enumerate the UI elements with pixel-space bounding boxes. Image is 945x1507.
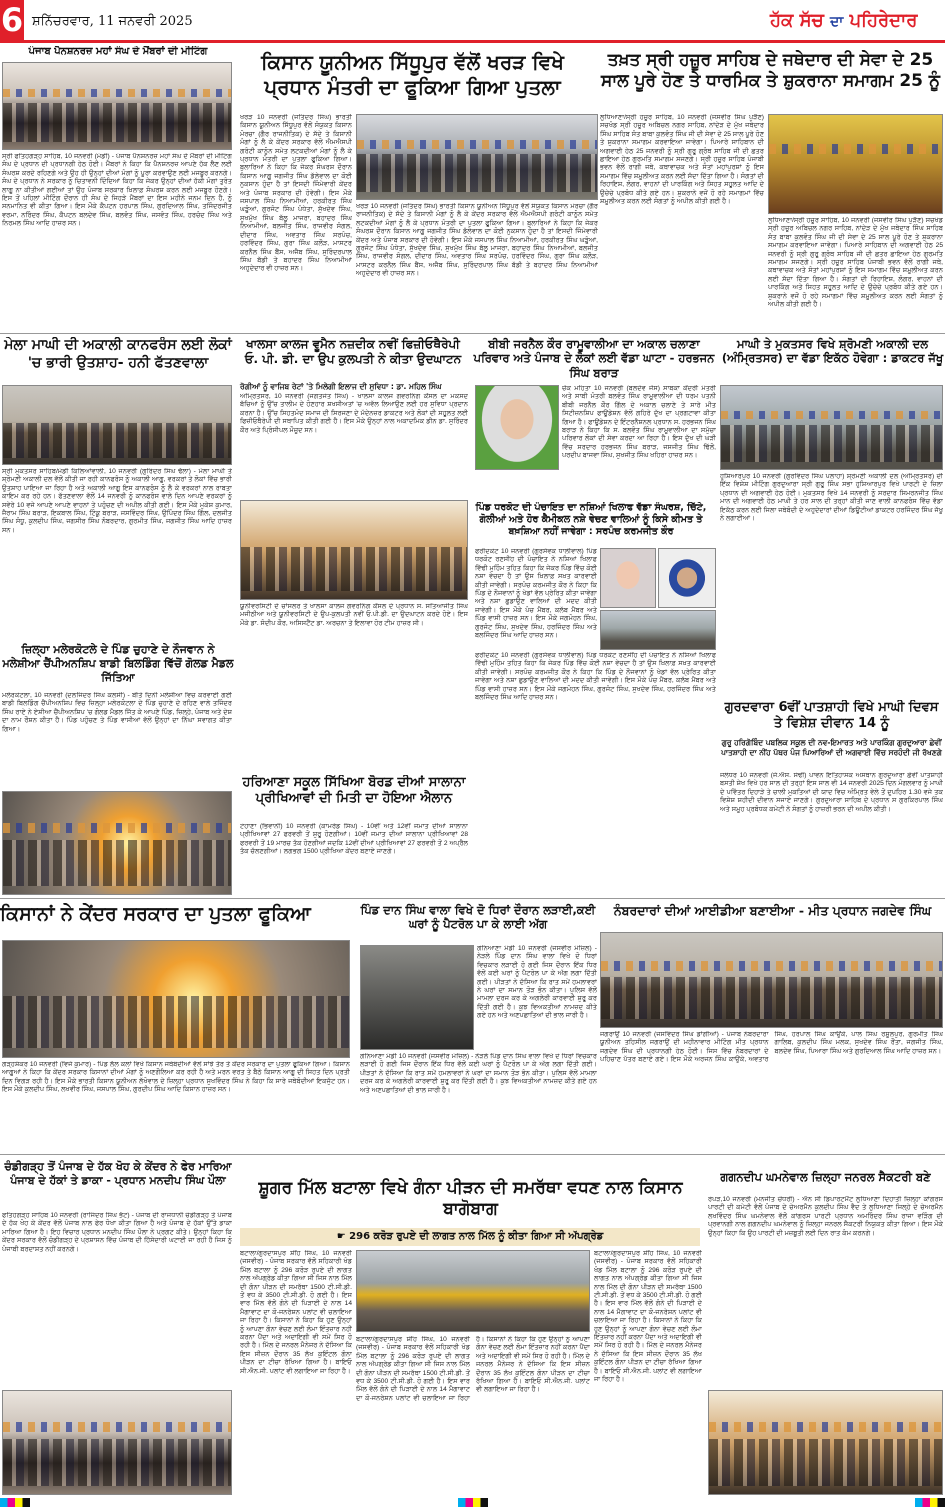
photo-hazur-sahib: [768, 114, 943, 214]
headline-gagandeep: ਗਗਨਦੀਪ ਘਮਨੇਵਾਲ ਜ਼ਿਲ੍ਹਾ ਜਨਰਲ ਸੈਕਟਰੀ ਬਣੇ: [720, 1170, 931, 1184]
photo-sugar-mill: [356, 1250, 590, 1332]
subhead-khalsa-college: ਰੋਗੀਆਂ ਨੂੰ ਵਾਜਿਬ ਰੇਟਾਂ 'ਤੇ ਮਿਲੇਗੀ ਇਲਾਜ ਦੀ ਸੁਵਿਧਾ : ਡਾ. ਮਹਿਲ ਸਿੰਘ: [240, 382, 442, 391]
photo-mandeep-singh-paula: [2, 1390, 232, 1495]
body-dan-singh-wala-cont: ਗੋਨਿਆਣਾ ਮੰਡੀ 10 ਜਨਵਰੀ (ਜਸਵੀਰ ਮੰਜ਼ਿਲ) - ਨੇੜਲੇ ਪਿੰਡ ਦਾਨ ਸਿੰਘ ਵਾਲਾ ਵਿਖੇ ਦੋ ਧਿਰਾਂ ਵਿਚਕਾਰ ਲੜਾਈ ਹੋ ਗਈ ਜਿਸ ਦੌਰਾਨ ਇੱਕ ਧਿਰ ਵੱਲੋਂ ਕਈ ਘਰਾਂ ਨੂੰ ਪੈਟਰੋਲ ਪਾ ਕੇ ਅੱਗ ਲਗਾ ਦਿੱਤੀ ਗਈ। ਪੀੜਤਾਂ ਨੇ ਦੱਸਿਆ ਕਿ ਰਾਤ ਸਮੇਂ ਹਮਲਾਵਰਾਂ ਨੇ ਘਰਾਂ ਦਾ ਸਮਾਨ ਤੋੜ ਭੰਨ ਕੀਤਾ। ਪੁਲਿਸ ਵੱਲੋਂ ਮਾਮਲਾ ਦਰਜ ਕਰ ਕੇ ਅਗਲੇਰੀ ਕਾਰਵਾਈ ਸ਼ੁਰੂ ਕਰ ਦਿੱਤੀ ਗਈ ਹੈ। ਕੁਝ ਵਿਅਕਤੀਆਂ ਨਾਮਜ਼ਦ ਕੀਤੇ ਗਏ ਹਨ ਅਤੇ ਅਣਪਛਾਤਿਆਂ ਦੀ ਭਾਲ ਜਾਰੀ ਹੈ।: [360, 1053, 597, 1094]
headline-mela-maghi: ਮੇਲਾ ਮਾਘੀ ਦੀ ਅਕਾਲੀ ਕਾਨਫਰੰਸ ਲਈ ਲੋਕਾਂ 'ਚ ਭਾਰੀ ਉਤਸ਼ਾਹ- ਹਨੀ ਫੱਤਣਵਾਲਾ: [4, 337, 232, 371]
photo-akali-dal-meeting: [720, 385, 943, 470]
subhead-gurdwara-6: ਗੁਰੂ ਹਰਿਗੋਬਿੰਦ ਪਬਲਿਕ ਸਕੂਲ ਦੀ ਨਵ-ਇਮਾਰਤ ਅਤੇ ਪਾਰਕਿੰਗ ਗੁਰਦੁਆਰਾ ਛੇਵੀਂ ਪਾਤਸ਼ਾਹੀ ਦਾ ਨੀਂਹ ਪੱਥਰ ਪੰਜ ਪਿਆਰਿਆਂ ਦੀ ਅਗਵਾਈ ਵਿੱਚ ਸਰਹੰਦੀ ਜੀ ਰੱਖਣਗੇ: [721, 738, 942, 757]
photo-dharkot-official: [658, 548, 716, 608]
logo-text-right: ਪਹਿਰੇਦਾਰ: [849, 10, 918, 31]
subhead-sugar-mill: [240, 1228, 700, 1246]
issue-date: ਸ਼ਨਿੱਚਰਵਾਰ, 11 ਜਨਵਰੀ 2025: [32, 14, 193, 29]
divider: [0, 333, 945, 334]
headline-kisan-union: ਕਿਸਾਨ ਯੂਨੀਅਨ ਸਿੱਧੂਪੁਰ ਵੱਲੋਂ ਖਰੜ ਵਿਖੇ ਪ੍ਰਧਾਨ ਮੰਤਰੀ ਦਾ ਫੂਕਿਆ ਗਿਆ ਪੁਤਲਾ: [261, 50, 564, 99]
pointing-hand-icon: ☛: [336, 1231, 350, 1242]
headline-gurdwara-6: ਗੁਰਦਵਾਰਾ 6ਵੀਂ ਪਾਤਸ਼ਾਹੀ ਵਿਖੇ ਮਾਘੀ ਦਿਵਸ ਤੇ ਵਿਸ਼ੇਸ਼ ਦੀਵਾਨ 14 ਨੂੰ: [724, 700, 939, 732]
newspaper-logo: [770, 2, 945, 40]
photo-gagandeep-appointment: [708, 1390, 943, 1495]
photo-mela-maghi: [2, 385, 232, 465]
logo-text-left: ਹੱਕ ਸੱਚ: [770, 10, 824, 31]
headline-khalsa-college: ਖਾਲਸਾ ਕਾਲਜ ਵੂਮੈਨ ਨਜ਼ਦੀਕ ਨਵੀਂ ਫਿਜ਼ੀਓਥੈਰੇਪੀ ਓ. ਪੀ. ਡੀ. ਦਾ ਉਪ ਕੁਲਪਤੀ ਨੇ ਕੀਤਾ ਉਦਘਾਟਨ: [244, 337, 462, 366]
photo-bodybuilder-welcome: [2, 791, 232, 895]
body-pensioners: ਸ੍ਰੀ ਫਤਿਹਗੜ੍ਹ ਸਾਹਿਬ, 10 ਜਨਵਰੀ (ਮੰਡੀ) - ਪੰਜਾਬ ਪੈਨਸ਼ਨਰਜ਼ ਮਹਾਂ ਸੰਘ ਦੇ ਮੈਂਬਰਾਂ ਦੀ ਮੀਟਿੰਗ ਸੰਘ ਦੇ ਪ੍ਰਧਾਨ ਦੀ ਪ੍ਰਧਾਨਗੀ ਹੇਠ ਹੋਈ। ਮੈਂਬਰਾਂ ਨੇ ਕਿਹਾ ਕਿ ਪੈਨਸ਼ਨਰਜ਼ ਆਪਣੇ ਹੱਕ ਲੈਣ ਲਈ ਸੰਘਰਸ਼ ਕਰਦੇ ਰਹਿਣਗੇ ਅਤੇ ਉਹ ਹੀ ਉਨ੍ਹਾਂ ਦੀਆਂ ਮੰਗਾਂ ਨੂੰ ਪੂਰਾ ਕਰਵਾਉਣ ਲਈ ਮਜਬੂਰ ਕਰਨਗੇ। ਸੰਘ ਦੇ ਪ੍ਰਧਾਨ ਨੇ ਸਰਕਾਰ ਨੂੰ ਚਿਤਾਵਨੀ ਦਿੰਦਿਆਂ ਕਿਹਾ ਕਿ ਜੇਕਰ ਉਨ੍ਹਾਂ ਦੀਆਂ ਹੱਕੀ ਮੰਗਾਂ ਤੁਰੰਤ ਲਾਗੂ ਨਾ ਕੀਤੀਆਂ ਗਈਆਂ ਤਾਂ ਉਹ ਪੰਜਾਬ ਸਰਕਾਰ ਖ਼ਿਲਾਫ਼ ਸੰਘਰਸ਼ ਕਰਨ ਲਈ ਮਜਬੂਰ ਹੋਣਗੇ। ਇਸ ਤੋਂ ਪਹਿਲਾਂ ਮੀਟਿੰਗ ਦੌਰਾਨ ਹੀ ਸੰਘ ਦੇ ਜਿਹੜੇ ਮੈਂਬਰਾਂ ਦਾ ਇਸ ਮਹੀਨੇ ਜਨਮ ਦਿਨ ਹੈ, ਨੂੰ ਸਨਮਾਨਿਤ ਵੀ ਕੀਤਾ ਗਿਆ। ਇਸ ਮੌਕੇ ਕੈਪਟਨ ਹਰਪਾਲ ਸਿੰਘ, ਗੁਰਦਿਆਲ ਸਿੰਘ, ਤਜਿੰਦਰਜੀਤ ਵਰਮਾ, ਨਰਿੰਦਰ ਸਿੰਘ, ਕੈਪਟਨ ਬਲਦੇਵ ਸਿੰਘ, ਬਲਵੰਤ ਸਿੰਘ, ਜਸਵੰਤ ਸਿੰਘ, ਹਰਚੰਦ ਸਿੰਘ ਅਤੇ ਨਿਰਮਲ ਸਿੰਘ ਆਦਿ ਹਾਜ਼ਰ ਸਨ।: [2, 153, 232, 228]
headline-chandigarh: ਚੰਡੀਗੜ੍ਹ ਤੋਂ ਪੰਜਾਬ ਦੇ ਹੱਕ ਖੋਹ ਕੇ ਕੇਂਦਰ ਨੇ ਫੇਰ ਮਾਰਿਆ ਪੰਜਾਬ ਦੇ ਹੱਕਾਂ ਤੇ ਡਾਕਾ - ਪ੍ਰਧਾਨ ਮਨਦੀਪ ਸਿੰਘ ਪੌਲਾ: [4, 1160, 232, 1187]
body-kisan-union: ਖਰੜ 10 ਜਨਵਰੀ (ਜਤਿੰਦਰ ਸਿੰਘ) ਭਾਰਤੀ ਕਿਸਾਨ ਯੂਨੀਅਨ ਸਿੱਧੂਪੁਰ ਵੱਲੋਂ ਸੰਯੁਕਤ ਕਿਸਾਨ ਮੋਰਚਾ (ਗੈਰ ਰਾਜਨੀਤਿਕ) ਦੇ ਸੱਦੇ ਤੇ ਕਿਸਾਨੀ ਮੰਗਾਂ ਨੂੰ ਲੈ ਕੇ ਕੇਂਦਰ ਸਰਕਾਰ ਵੱਲੋਂ ਐਮਐਸਪੀ ਗਰੰਟੀ ਕਾਨੂੰਨ ਸਮੇਤ ਲਟਕਦੀਆਂ ਮੰਗਾਂ ਨੂੰ ਲੈ ਕੇ ਪ੍ਰਧਾਨ ਮੰਤਰੀ ਦਾ ਪੁਤਲਾ ਫੂਕਿਆ ਗਿਆ। ਬੁਲਾਰਿਆਂ ਨੇ ਕਿਹਾ ਕਿ ਜੇਕਰ ਸੰਘਰਸ਼ ਦੌਰਾਨ ਕਿਸਾਨ ਆਗੂ ਜਗਜੀਤ ਸਿੰਘ ਡੱਲੇਵਾਲ ਦਾ ਕੋਈ ਨੁਕਸਾਨ ਹੁੰਦਾ ਹੈ ਤਾਂ ਇਸਦੀ ਜਿੰਮੇਵਾਰੀ ਕੇਂਦਰ ਅਤੇ ਪੰਜਾਬ ਸਰਕਾਰ ਦੀ ਹੋਵੇਗੀ। ਇਸ ਮੌਕੇ ਜਸਪਾਲ ਸਿੰਘ ਨਿਆਮੀਆਂ, ਹਰਕੀਰਤ ਸਿੰਘ ਘੜੂੰਆਂ, ਗੁਰਜੰਟ ਸਿੰਘ ਪੰਧੇਤਾ, ਸੁੱਖਦੇਵ ਸਿੰਘ, ਸੁਖਮੁੱਖ ਸਿੰਘ ਬੱਲੂ ਮਾਜਰਾ, ਬਹਾਦਰ ਸਿੰਘ ਨਿਆਮੀਆਂ, ਬਲਜੀਤ ਸਿੰਘ, ਰਾਜਵੀਰ ਸੰਗਲ, ਦੀਦਾਰ ਸਿੰਘ, ਅਵਤਾਰ ਸਿੰਘ ਸਰਪੰਚ, ਹਰਵਿੰਦਰ ਸਿੰਘ, ਗੁਰਾ ਸਿੰਘ ਕਲੌੜ, ਮਾਸਟਰ ਕਰਨੈਲ ਸਿੰਘ ਬੈਂਸ, ਅਜੈਬ ਸਿੰਘ, ਸੁਰਿੰਦਰਪਾਲ ਸਿੰਘ ਬੱਡੀ ਤੇ ਬਹਾਦਰ ਸਿੰਘ ਨਿਆਮੀਆਂ ਅਹੁਦੇਦਾਰ ਵੀ ਹਾਜ਼ਰ ਸਨ।: [240, 114, 352, 273]
headline-effigy: ਕਿਸਾਨਾਂ ਨੇ ਕੇਂਦਰ ਸਰਕਾਰ ਦਾ ਪੁਤਲਾ ਫੂਕਿਆ: [0, 903, 311, 925]
photo-khalsa-inauguration: [240, 500, 468, 600]
body-gurdwara-6: ਜਲੰਧਰ 10 ਜਨਵਰੀ (ਜੇ.ਐਸ. ਸੋਢੀ) ਪਾਵਨ ਇਤਿਹਾਸਕ ਅਸਥਾਨ ਗੁਰਦੁਆਰਾ ਛੇਵੀਂ ਪਾਤਸ਼ਾਹੀ ਬਸਤੀ ਸ਼ੇਖ ਵਿਖੇ ਹਰ ਸਾਲ ਦੀ ਤਰ੍ਹਾਂ ਇਸ ਸਾਲ ਵੀ 14 ਜਨਵਰੀ 2025 ਦਿਨ ਮੰਗਲਵਾਰ ਨੂੰ ਮਾਘੀ ਦੇ ਪਵਿੱਤਰ ਦਿਹਾੜੇ ਤੇ ਚਾਲੀ ਮੁਕਤਿਆਂ ਦੀ ਯਾਦ ਵਿਚ ਅੰਮ੍ਰਿਤ ਵੇਲੇ ਤੋਂ ਦੁਪਹਿਰ 1.30 ਵਜੇ ਤਕ ਵਿਸ਼ੇਸ਼ ਸ਼ਹੀਦੀ ਦੀਵਾਨ ਸਜਾਏ ਜਾਣਗੇ। ਗੁਰਦੁਆਰਾ ਸਾਹਿਬ ਦੇ ਪ੍ਰਧਾਨ ਸ ਗੁਰਕਿਰਪਾਲ ਸਿੰਘ ਅਤੇ ਸਮੂਹ ਪ੍ਰਬੰਧਕ ਕਮੇਟੀ ਨੇ ਸੰਗਤਾਂ ਨੂੰ ਹਾਜ਼ਰੀ ਭਰਨ ਦੀ ਅਪੀਲ ਕੀਤੀ।: [720, 772, 943, 813]
body-khalsa-college: ਅੰਮ੍ਰਿਤਸਰ, 10 ਜਨਵਰੀ (ਜਗਤਜੋਤ ਸਿੰਘ) - ਖਾਲਸਾ ਕਾਲਜ ਗਵਰਨਿੰਗ ਕੌਂਸਲ ਦਾ ਮਕਸਦ ਬੱਚਿਆਂ ਨੂੰ ਉੱਚ ਤਾਲੀਮ ਦੇ ਹੋਣਹਾਰ ਸ਼ਖਸੀਅਤਾਂ 'ਚ ਅਵੱਲ ਲਿਆਉਣ ਲਈ ਹਰ ਸੁਵਿਧਾ ਪ੍ਰਦਾਨ ਕਰਨਾ ਹੈ। ਉੱਚ ਸਿਹਤਮੰਦ ਸਮਾਜ ਦੀ ਸਿਰਜਣਾ ਦੇ ਮੱਦੇਨਜ਼ਰ ਡਾਕਟਰ ਅਤੇ ਲੋਕਾਂ ਦੀ ਸਹੂਲਤ ਲਈ ਫਿਜ਼ੀਓਥੈਰੇਪੀ ਦੀ ਸਥਾਪਿਤ ਕੀਤੀ ਗਈ ਹੈ। ਇਸ ਮੌਕੇ ਉਨ੍ਹਾਂ ਨਾਲ ਅਕਾਦਮਿਕ ਡੀਨ ਡਾ. ਸੁਰਿੰਦਰ ਕੌਰ ਅਤੇ ਪ੍ਰਿੰਸੀਪਲ ਮੌਜੂਦ ਸਨ।: [240, 393, 468, 434]
page-number: 6: [0, 1, 24, 39]
photo-bibi-jarnail-kaur: [475, 385, 559, 470]
body-numberdars: ਜਗਰਾਉਂ 10 ਜਨਵਰੀ (ਜਸਵਿੰਦਰ ਸਿੰਘ ਡਾਂਗੀਆਂ) - ਪੰਜਾਬ ਨੰਬਰਦਾਰਾ ਯੂਨੀਅਨ ਤਹਿਸੀਲ ਜਗਰਾਉਂ ਦੀ ਮਹੀਨਾਵਾਰ ਮੀਟਿੰਗ ਮੀਤ ਪ੍ਰਧਾਨ ਜਗਦੇਵ ਸਿੰਘ ਦੀ ਪ੍ਰਧਾਨਗੀ ਹੇਠ ਹੋਈ। ਜਿਸ ਵਿੱਚ ਨੰਬਰਦਾਰਾਂ ਦੇ ਪਹਿਚਾਣ ਪੱਤਰ ਬਣਾਏ ਗਏ। ਇਸ ਮੌਕੇ ਅਰਜਨ ਸਿੰਘ ਕਾਉਂਕੇ, ਅਵਤਾਰ ਸਿੰਘ, ਹਰਪਾਲ ਸਿੰਘ ਕਾਉਂਕੇ, ਪਾਲ ਸਿੰਘ ਰਸੂਲਪੁਰ, ਗੁਰਮੀਤ ਸਿੰਘ ਗਾਲਿਬ, ਕੁਲਦੀਪ ਸਿੰਘ ਮਲਕ, ਸੁਖਦੇਵ ਸਿੰਘ ਰੌਂਤਾ, ਜਗਜੀਤ ਸਿੰਘ, ਬਲਦੇਵ ਸਿੰਘ, ਪਿਆਰਾ ਸਿੰਘ ਅਤੇ ਗੁਰਦਿਆਲ ਸਿੰਘ ਆਦਿ ਹਾਜ਼ਰ ਸਨ।: [600, 1031, 943, 1064]
subhead-sugar-mill-text: 296 ਕਰੋੜ ਰੁਪਏ ਦੀ ਲਾਗਤ ਨਾਲ ਮਿੱਲ ਨੂੰ ਕੀਤਾ ਗਿਆ ਸੀ ਅੱਪਗ੍ਰੇਡ: [349, 1231, 604, 1242]
body-dan-singh-wala: ਗੋਨਿਆਣਾ ਮੰਡੀ 10 ਜਨਵਰੀ (ਜਸਵੀਰ ਮੰਜ਼ਿਲ) - ਨੇੜਲੇ ਪਿੰਡ ਦਾਨ ਸਿੰਘ ਵਾਲਾ ਵਿਖੇ ਦੋ ਧਿਰਾਂ ਵਿਚਕਾਰ ਲੜਾਈ ਹੋ ਗਈ ਜਿਸ ਦੌਰਾਨ ਇੱਕ ਧਿਰ ਵੱਲੋਂ ਕਈ ਘਰਾਂ ਨੂੰ ਪੈਟਰੋਲ ਪਾ ਕੇ ਅੱਗ ਲਗਾ ਦਿੱਤੀ ਗਈ। ਪੀੜਤਾਂ ਨੇ ਦੱਸਿਆ ਕਿ ਰਾਤ ਸਮੇਂ ਹਮਲਾਵਰਾਂ ਨੇ ਘਰਾਂ ਦਾ ਸਮਾਨ ਤੋੜ ਭੰਨ ਕੀਤਾ। ਪੁਲਿਸ ਵੱਲੋਂ ਮਾਮਲਾ ਦਰਜ ਕਰ ਕੇ ਅਗਲੇਰੀ ਕਾਰਵਾਈ ਸ਼ੁਰੂ ਕਰ ਦਿੱਤੀ ਗਈ ਹੈ। ਕੁਝ ਵਿਅਕਤੀਆਂ ਨਾਮਜ਼ਦ ਕੀਤੇ ਗਏ ਹਨ ਅਤੇ ਅਣਪਛਾਤਿਆਂ ਦੀ ਭਾਲ ਜਾਰੀ ਹੈ।: [477, 945, 597, 1020]
headline-numberdars: ਨੰਬਰਦਾਰਾਂ ਦੀਆਂ ਆਈਡੀਆ ਬਣਾਈਆ - ਮੀਤ ਪ੍ਰਧਾਨ ਜਗਦੇਵ ਸਿੰਘ: [613, 903, 932, 918]
body-sugar-mill: ਬਟਾਲਾ/ਗੁਰਦਾਸਪੁਰ ਸ਼ੀਂਹ ਸਿੰਘ, 10 ਜਨਵਰੀ (ਜਸਵੀਰ) - ਪੰਜਾਬ ਸਰਕਾਰ ਵੱਲੋਂ ਸਹਿਕਾਰੀ ਖੰਡ ਮਿੱਲ ਬਟਾਲਾ ਨੂੰ 296 ਕਰੋੜ ਰੁਪਏ ਦੀ ਲਾਗਤ ਨਾਲ ਅੱਪਗ੍ਰੇਡ ਕੀਤਾ ਗਿਆ ਸੀ ਜਿਸ ਨਾਲ ਮਿੱਲ ਦੀ ਗੰਨਾ ਪੀੜਨ ਦੀ ਸਮਰੱਥਾ 1500 ਟੀ.ਸੀ.ਡੀ. ਤੋਂ ਵਧ ਕੇ 3500 ਟੀ.ਸੀ.ਡੀ. ਹੋ ਗਈ ਹੈ। ਇਸ ਵਾਰ ਮਿੱਲ ਵੱਲੋਂ ਗੰਨੇ ਦੀ ਪਿੜਾਈ ਦੇ ਨਾਲ 14 ਮੈਗਾਵਾਟ ਦਾ ਕੋ-ਜਨਰੇਸ਼ਨ ਪਲਾਂਟ ਵੀ ਚਲਾਇਆ ਜਾ ਰਿਹਾ ਹੈ। ਕਿਸਾਨਾਂ ਨੇ ਕਿਹਾ ਕਿ ਹੁਣ ਉਨ੍ਹਾਂ ਨੂੰ ਆਪਣਾ ਗੰਨਾ ਵੇਚਣ ਲਈ ਲੰਮਾ ਇੰਤਜ਼ਾਰ ਨਹੀਂ ਕਰਨਾ ਪੈਂਦਾ ਅਤੇ ਅਦਾਇਗੀ ਵੀ ਸਮੇਂ ਸਿਰ ਹੋ ਰਹੀ ਹੈ। ਮਿੱਲ ਦੇ ਜਨਰਲ ਮੈਨੇਜਰ ਨੇ ਦੱਸਿਆ ਕਿ ਇਸ ਸੀਜ਼ਨ ਦੌਰਾਨ 35 ਲੱਖ ਕੁਇੰਟਲ ਗੰਨਾ ਪੀੜਨ ਦਾ ਟੀਚਾ ਰੱਖਿਆ ਗਿਆ ਹੈ। ਬਾਇਓ ਸੀ.ਐਨ.ਜੀ. ਪਲਾਂਟ ਵੀ ਲਗਾਇਆ ਜਾ ਰਿਹਾ ਹੈ।: [240, 1250, 352, 1375]
body-muktsar-maghi: ਹੁਸ਼ਿਆਰਪੁਰ 10 ਜਨਵਰੀ (ਗੁਰਵਿੰਦਰ ਸਿੰਘ ਪਲਾਹਾ) ਸ਼੍ਰੋਮਣੀ ਅਕਾਲੀ ਦਲ (ਅੰਮ੍ਰਿਤਸਰ) ਦੀ ਇੱਕ ਵਿਸ਼ੇਸ਼ ਮੀਟਿੰਗ ਗੁਰਦੁਆਰਾ ਸ੍ਰੀ ਗੁਰੂ ਸਿੰਘ ਸਭਾ ਹੁਸ਼ਿਆਰਪੁਰ ਵਿਖੇ ਪਾਰਟੀ ਦੇ ਜ਼ਿਲਾ ਪ੍ਰਧਾਨ ਦੀ ਅਗਵਾਈ ਹੇਠ ਹੋਈ। ਮੁਕਤਸਰ ਵਿਖੇ 14 ਜਨਵਰੀ ਨੂੰ ਸਰਦਾਰ ਸਿਮਰਨਜੀਤ ਸਿੰਘ ਮਾਨ ਦੀ ਅਗਵਾਈ ਹੇਠ ਮਾਘੀ ਤੇ ਹਰ ਸਾਲ ਦੀ ਤਰ੍ਹਾਂ ਕੀਤੀ ਜਾਣ ਵਾਲੀ ਕਾਨਫਰੰਸ ਵਿੱਚ ਵੱਡਾ ਇਕੱਠ ਕਰਨ ਲਈ ਜਿਲਾ ਜਥੇਬੰਦੀ ਦੇ ਅਹੁਦੇਦਾਰਾਂ ਦੀਆਂ ਡਿਊਟੀਆਂ ਡਾਕਟਰ ਹਰਜਿੰਦਰ ਸਿੰਘ ਜੱਖੂ ਨੇ ਲਗਾਈਆਂ।: [720, 473, 943, 523]
body-haryana-board: ਟੋਹਾਣਾ (ਭਿਵਾਨੀ) 10 ਜਨਵਰੀ (ਕਾਮਰੇਡ ਸਿੰਘ) - 10ਵੀਂ ਅਤੇ 12ਵੀਂ ਜਮਾਤ ਦੀਆਂ ਸਾਲਾਨਾ ਪ੍ਰੀਖਿਆਵਾਂ 27 ਫਰਵਰੀ ਤੋਂ ਸ਼ੁਰੂ ਹੋਣਗੀਆਂ। 10ਵੀਂ ਜਮਾਤ ਦੀਆਂ ਸਾਲਾਨਾ ਪ੍ਰੀਖਿਆਵਾਂ 28 ਫਰਵਰੀ ਤੋਂ 19 ਮਾਰਚ ਤੱਕ ਹੋਣਗੀਆਂ ਜਦਕਿ 12ਵੀਂ ਦੀਆਂ ਪ੍ਰੀਖਿਆਵਾਂ 27 ਫਰਵਰੀ ਤੋਂ 2 ਅਪ੍ਰੈਲ ਤੱਕ ਚੱਲਣਗੀਆਂ। ਲਗਭਗ 1500 ਪ੍ਰੀਖਿਆ ਕੇਂਦਰ ਬਣਾਏ ਜਾਣਗੇ।: [240, 823, 468, 856]
body-dharkot: ਫਰੀਦਕੋਟ 10 ਜਨਵਰੀ (ਗੁਰਸੇਵਕ ਧਾਲੀਵਾਲ) ਪਿੰਡ ਧਰਕੋਟ ਰਣਸੀਂਹ ਦੀ ਪੰਚਾਇਤ ਨੇ ਨਸ਼ਿਆਂ ਖਿਲਾਫ ਵਿੱਢੀ ਮੁਹਿੰਮ ਤਹਿਤ ਕਿਹਾ ਕਿ ਜੇਕਰ ਪਿੰਡ ਵਿੱਚ ਕੋਈ ਨਸ਼ਾ ਵੇਚਦਾ ਹੈ ਤਾਂ ਉਸ ਖ਼ਿਲਾਫ਼ ਸਖ਼ਤ ਕਾਰਵਾਈ ਕੀਤੀ ਜਾਵੇਗੀ। ਸਰਪੰਚ ਕਰਮਜੀਤ ਕੌਰ ਨੇ ਕਿਹਾ ਕਿ ਪਿੰਡ ਦੇ ਨੌਜਵਾਨਾਂ ਨੂੰ ਖੇਡਾਂ ਵੱਲ ਪ੍ਰੇਰਿਤ ਕੀਤਾ ਜਾਵੇਗਾ ਅਤੇ ਨਸ਼ਾ ਛੁਡਾਉਣ ਵਾਲਿਆਂ ਦੀ ਮਦਦ ਕੀਤੀ ਜਾਵੇਗੀ। ਇਸ ਮੌਕੇ ਪੰਚ ਮੈਂਬਰ, ਕਲੱਬ ਮੈਂਬਰ ਅਤੇ ਪਿੰਡ ਵਾਸੀ ਹਾਜ਼ਰ ਸਨ। ਇਸ ਮੌਕੇ ਜਗਮੋਹਨ ਸਿੰਘ, ਗੁਰਜੰਟ ਸਿੰਘ, ਸੁਖਦੇਵ ਸਿੰਘ, ਹਰਜਿੰਦਰ ਸਿੰਘ ਅਤੇ ਬਲਜਿੰਦਰ ਸਿੰਘ ਆਦਿ ਹਾਜ਼ਰ ਸਨ।: [475, 548, 597, 640]
photo-union-protest: [356, 114, 598, 200]
caption-khalsa-college: ਯੂਨੀਵਰਸਿਟੀ ਦੇ ਚਾਂਸਲਰ ਤੇ ਖਾਲਸਾ ਕਾਲਜ ਗਵਰਨਿੰਗ ਕੌਂਸਲ ਦੇ ਪ੍ਰਧਾਨ ਸ. ਸਤਿਆਜੀਤ ਸਿੰਘ ਮਜੀਠੀਆ ਅਤੇ ਯੂਨੀਵਰਸਿਟੀ ਦੇ ਉਪ-ਕੁਲਪਤੀ ਨਵੀਂ ਓ.ਪੀ.ਡੀ. ਦਾ ਉਦਘਾਟਨ ਕਰਦੇ ਹੋਏ। ਇਸ ਮੌਕੇ ਡਾ. ਸੰਦੀਪ ਕੌਰ, ਅਸਿਸਟੈਂਟ ਡਾ. ਅਰਚਨਾ ਤੇ ਇਲਾਵਾ ਹੋਰ ਟੀਮ ਹਾਜ਼ਰ ਸੀ।: [240, 603, 468, 627]
body-hazur-sahib-cont: ਲੁਧਿਆਣਾ/ਸ੍ਰੀ ਹਜ਼ੂਰ ਸਾਹਿਬ, 10 ਜਨਵਰੀ (ਜਸਵੀਰ ਸਿੰਘ ਪੁੜੈਣ) ਸਚਖੰਡ ਸ੍ਰੀ ਹਜ਼ੂਰ ਅਬਿਚਲ ਨਗਰ ਸਾਹਿਬ, ਨਾਂਦੇੜ ਦੇ ਮੁੱਖ ਜਥੇਦਾਰ ਸਿੰਘ ਸਾਹਿਬ ਸੰਤ ਬਾਬਾ ਕੁਲਵੰਤ ਸਿੰਘ ਜੀ ਦੀ ਸੇਵਾ ਦੇ 25 ਸਾਲ ਪੂਰੇ ਹੋਣ ਤੇ ਸ਼ੁਕਰਾਨਾ ਸਮਾਗਮ ਕਰਵਾਇਆ ਜਾਵੇਗਾ। ਪਿਆਰੇ ਸਾਹਿਬਾਨ ਦੀ ਅਗਵਾਈ ਹੇਠ 25 ਜਨਵਰੀ ਨੂੰ ਸ੍ਰੀ ਗੁਰੂ ਗ੍ਰੰਥ ਸਾਹਿਬ ਜੀ ਦੀ ਛਤਰ ਛਾਇਆ ਹੇਠ ਗੁਰਮਤਿ ਸਮਾਗਮ ਸਜਣਗੇ। ਸ੍ਰੀ ਹਜ਼ੂਰ ਸਾਹਿਬ ਪੰਜਾਬੀ ਭਵਨ ਵੱਲੋਂ ਰਾਗੀ ਜਥੇ, ਕਥਾਵਾਚਕ ਅਤੇ ਸੰਤਾਂ ਮਹਾਂਪੁਰਸ਼ਾਂ ਨੂੰ ਇਸ ਸਮਾਗਮ ਵਿੱਚ ਸ਼ਮੂਲੀਅਤ ਕਰਨ ਲਈ ਸੱਦਾ ਦਿੱਤਾ ਗਿਆ ਹੈ। ਸੰਗਤਾਂ ਦੀ ਰਿਹਾਇਸ਼, ਲੰਗਰ, ਵਾਹਨਾਂ ਦੀ ਪਾਰਕਿੰਗ ਅਤੇ ਸਿਹਤ ਸਹੂਲਤ ਆਦਿ ਦੇ ਉਚੇਚੇ ਪ੍ਰਬੰਧ ਕੀਤੇ ਗਏ ਹਨ। ਸ਼ੁਕਰਾਨੇ ਵਜੋਂ ਹੋ ਰਹੇ ਸਮਾਗਮਾਂ ਵਿੱਚ ਸ਼ਮੂਲੀਅਤ ਕਰਨ ਲਈ ਸੰਗਤਾਂ ਨੂੰ ਅਪੀਲ ਕੀਤੀ ਗਈ ਹੈ।: [768, 217, 943, 309]
photo-effigy-burning: [2, 940, 350, 1058]
headline-muktsar-maghi: ਮਾਘੀ ਤੇ ਮੁਕਤਸਰ ਵਿਖੇ ਸ਼੍ਰੋਮਣੀ ਅਕਾਲੀ ਦਲ (ਅੰਮ੍ਰਿਤਸਰ) ਦਾ ਵੱਡਾ ਇਕੱਠ ਹੋਵੇਗਾ : ਡਾਕਟਰ ਜੱਖੂ: [721, 337, 944, 366]
body-bibi-jarnail: ਚੌਕ ਮਹਿਤਾ 10 ਜਨਵਰੀ (ਬਲਦੇਵ ਜੌਸ) ਸਾਬਕਾ ਕੇਂਦਰੀ ਮੰਤਰੀ ਅਤੇ ਸਾਬੀ ਮੰਤਰੀ ਬਲਵੰਤ ਸਿੰਘ ਰਾਮੂਵਾਲੀਆ ਦੀ ਧਰਮ ਪਤਨੀ ਬੀਬੀ ਜਰਨੈਲ ਕੌਰ ਗਿੱਲ ਦੇ ਅਕਾਲ ਚਲਾਣੇ ਤੇ ਸਾਰੇ ਮੀਤ ਸਿਟੀਜ਼ਨਸ਼ਿਪ ਫਾਊਂਡੇਸ਼ਨ ਵੱਲੋਂ ਗਹਿਰੇ ਦੁੱਖ ਦਾ ਪ੍ਰਗਟਾਵਾ ਕੀਤਾ ਗਿਆ ਹੈ। ਫਾਊਂਡੇਸ਼ਨ ਦੇ ਇੰਟਰਨੈਸ਼ਨਲ ਪ੍ਰਧਾਨ ਸ. ਹਰਭਜਨ ਸਿੰਘ ਬਰਾੜ ਨੇ ਕਿਹਾ ਕਿ ਸ. ਬਲਵੰਤ ਸਿੰਘ ਰਾਮੂਵਾਲੀਆ ਦਾ ਸਮੁੱਚਾ ਪਰਿਵਾਰ ਲੋਕਾਂ ਦੀ ਸੇਵਾ ਕਰਦਾ ਆ ਰਿਹਾ ਹੈ। ਇਸ ਦੁੱਖ ਦੀ ਘੜੀ ਵਿੱਚ ਸਰਦਾਰ ਹਰਭਜਨ ਸਿੰਘ ਬਰਾੜ, ਜਸਜੀਤ ਸਿੰਘ ਢਿੱਲੋਂ, ਪਰਦੀਪ ਬਾਜਵਾ ਸਿੰਘ, ਸੁਖਜੀਤ ਸਿੰਘ ਖਹਿਰਾ ਹਾਜ਼ਰ ਸਨ।: [562, 385, 716, 460]
body-effigy: ਗੜ੍ਹਸ਼ੰਕਰ 10 ਜਨਵਰੀ (ਵਿਜੇ ਕੁਮਾਰ) - ਪਿੰਡ ਲੱਲ ਕਲਾਂ ਵਿਖੇ ਕਿਸਾਨ ਜਥੇਬੰਦੀਆਂ ਵੱਲੋਂ ਸਾਂਝੇ ਤੌਰ ਤੇ ਕੇਂਦਰ ਸਰਕਾਰ ਦਾ ਪੁਤਲਾ ਫੂਕਿਆ ਗਿਆ। ਕਿਸਾਨ ਆਗੂਆਂ ਨੇ ਕਿਹਾ ਕਿ ਕੇਂਦਰ ਸਰਕਾਰ ਕਿਸਾਨਾਂ ਦੀਆਂ ਮੰਗਾਂ ਨੂੰ ਅਣਗੌਲਿਆ ਕਰ ਰਹੀ ਹੈ ਅਤੇ ਮਰਨ ਵਰਤ ਤੇ ਬੈਠੇ ਕਿਸਾਨ ਆਗੂ ਦੀ ਸਿਹਤ ਦਿਨ ਪ੍ਰਤੀ ਦਿਨ ਵਿਗੜ ਰਹੀ ਹੈ। ਇਸ ਮੌਕੇ ਭਾਰਤੀ ਕਿਸਾਨ ਯੂਨੀਅਨ ਲੱਖੋਵਾਲ ਦੇ ਜ਼ਿਲ੍ਹਾ ਪ੍ਰਧਾਨ ਸੁਖਵਿੰਦਰ ਸਿੰਘ ਨੇ ਕਿਹਾ ਕਿ ਸਾਰੇ ਜਥੇਬੰਦੀਆਂ ਇਕਜੁੱਟ ਹਨ। ਇਸ ਮੌਕੇ ਕੁਲਦੀਪ ਸਿੰਘ, ਲਖਵੀਰ ਸਿੰਘ, ਜਸਪਾਲ ਸਿੰਘ, ਗੁਰਦੀਪ ਸਿੰਘ ਆਦਿ ਕਿਸਾਨ ਹਾਜ਼ਰ ਸਨ।: [2, 1061, 350, 1094]
photo-burnt-house: [360, 945, 474, 1050]
photo-dharkot-gathering: [600, 610, 716, 650]
headline-bibi-jarnail: ਬੀਬੀ ਜਰਨੈਲ ਕੌਰ ਰਾਮੂਵਾਲੀਆ ਦਾ ਅਕਾਲ ਚਲਾਣਾ ਪਰਿਵਾਰ ਅਤੇ ਪੰਜਾਬ ਦੇ ਲੋਕਾਂ ਲਈ ਵੱਡਾ ਘਾਟਾ - ਹਰਭਜਨ ਸਿੰਘ ਬਰਾੜ: [473, 337, 715, 380]
body-sugar-mill-mid: ਬਟਾਲਾ/ਗੁਰਦਾਸਪੁਰ ਸ਼ੀਂਹ ਸਿੰਘ, 10 ਜਨਵਰੀ (ਜਸਵੀਰ) - ਪੰਜਾਬ ਸਰਕਾਰ ਵੱਲੋਂ ਸਹਿਕਾਰੀ ਖੰਡ ਮਿੱਲ ਬਟਾਲਾ ਨੂੰ 296 ਕਰੋੜ ਰੁਪਏ ਦੀ ਲਾਗਤ ਨਾਲ ਅੱਪਗ੍ਰੇਡ ਕੀਤਾ ਗਿਆ ਸੀ ਜਿਸ ਨਾਲ ਮਿੱਲ ਦੀ ਗੰਨਾ ਪੀੜਨ ਦੀ ਸਮਰੱਥਾ 1500 ਟੀ.ਸੀ.ਡੀ. ਤੋਂ ਵਧ ਕੇ 3500 ਟੀ.ਸੀ.ਡੀ. ਹੋ ਗਈ ਹੈ। ਇਸ ਵਾਰ ਮਿੱਲ ਵੱਲੋਂ ਗੰਨੇ ਦੀ ਪਿੜਾਈ ਦੇ ਨਾਲ 14 ਮੈਗਾਵਾਟ ਦਾ ਕੋ-ਜਨਰੇਸ਼ਨ ਪਲਾਂਟ ਵੀ ਚਲਾਇਆ ਜਾ ਰਿਹਾ ਹੈ। ਕਿਸਾਨਾਂ ਨੇ ਕਿਹਾ ਕਿ ਹੁਣ ਉਨ੍ਹਾਂ ਨੂੰ ਆਪਣਾ ਗੰਨਾ ਵੇਚਣ ਲਈ ਲੰਮਾ ਇੰਤਜ਼ਾਰ ਨਹੀਂ ਕਰਨਾ ਪੈਂਦਾ ਅਤੇ ਅਦਾਇਗੀ ਵੀ ਸਮੇਂ ਸਿਰ ਹੋ ਰਹੀ ਹੈ। ਮਿੱਲ ਦੇ ਜਨਰਲ ਮੈਨੇਜਰ ਨੇ ਦੱਸਿਆ ਕਿ ਇਸ ਸੀਜ਼ਨ ਦੌਰਾਨ 35 ਲੱਖ ਕੁਇੰਟਲ ਗੰਨਾ ਪੀੜਨ ਦਾ ਟੀਚਾ ਰੱਖਿਆ ਗਿਆ ਹੈ। ਬਾਇਓ ਸੀ.ਐਨ.ਜੀ. ਪਲਾਂਟ ਵੀ ਲਗਾਇਆ ਜਾ ਰਿਹਾ ਹੈ।: [356, 1336, 590, 1402]
headline-malerkotla: ਜ਼ਿਲ੍ਹਾ ਮਲੇਰਕੋਟਲੇ ਦੇ ਪਿੰਡ ਚੁਹਾਣੇ ਦੇ ਨੌਜਵਾਨ ਨੇ ਮਲੇਸ਼ੀਆ ਚੈਂਪੀਅਨਸ਼ਿਪ ਬਾਡੀ ਬਿਲਡਿੰਗ ਵਿੱਚੋਂ ਗੋਲਡ ਮੈਡਲ ਜਿੱਤਿਆ: [2, 643, 234, 684]
headline-pensioners: ਪੰਜਾਬ ਪੈਨਸ਼ਨਰਜ਼ ਮਹਾਂ ਸੰਘ ਦੇ ਮੈਂਬਰਾਂ ਦੀ ਮੀਟਿੰਗ: [28, 46, 208, 57]
body-hazur-sahib: ਲੁਧਿਆਣਾ/ਸ੍ਰੀ ਹਜ਼ੂਰ ਸਾਹਿਬ, 10 ਜਨਵਰੀ (ਜਸਵੀਰ ਸਿੰਘ ਪੁੜੈਣ) ਸਚਖੰਡ ਸ੍ਰੀ ਹਜ਼ੂਰ ਅਬਿਚਲ ਨਗਰ ਸਾਹਿਬ, ਨਾਂਦੇੜ ਦੇ ਮੁੱਖ ਜਥੇਦਾਰ ਸਿੰਘ ਸਾਹਿਬ ਸੰਤ ਬਾਬਾ ਕੁਲਵੰਤ ਸਿੰਘ ਜੀ ਦੀ ਸੇਵਾ ਦੇ 25 ਸਾਲ ਪੂਰੇ ਹੋਣ ਤੇ ਸ਼ੁਕਰਾਨਾ ਸਮਾਗਮ ਕਰਵਾਇਆ ਜਾਵੇਗਾ। ਪਿਆਰੇ ਸਾਹਿਬਾਨ ਦੀ ਅਗਵਾਈ ਹੇਠ 25 ਜਨਵਰੀ ਨੂੰ ਸ੍ਰੀ ਗੁਰੂ ਗ੍ਰੰਥ ਸਾਹਿਬ ਜੀ ਦੀ ਛਤਰ ਛਾਇਆ ਹੇਠ ਗੁਰਮਤਿ ਸਮਾਗਮ ਸਜਣਗੇ। ਸ੍ਰੀ ਹਜ਼ੂਰ ਸਾਹਿਬ ਪੰਜਾਬੀ ਭਵਨ ਵੱਲੋਂ ਰਾਗੀ ਜਥੇ, ਕਥਾਵਾਚਕ ਅਤੇ ਸੰਤਾਂ ਮਹਾਂਪੁਰਸ਼ਾਂ ਨੂੰ ਇਸ ਸਮਾਗਮ ਵਿੱਚ ਸ਼ਮੂਲੀਅਤ ਕਰਨ ਲਈ ਸੱਦਾ ਦਿੱਤਾ ਗਿਆ ਹੈ। ਸੰਗਤਾਂ ਦੀ ਰਿਹਾਇਸ਼, ਲੰਗਰ, ਵਾਹਨਾਂ ਦੀ ਪਾਰਕਿੰਗ ਅਤੇ ਸਿਹਤ ਸਹੂਲਤ ਆਦਿ ਦੇ ਉਚੇਚੇ ਪ੍ਰਬੰਧ ਕੀਤੇ ਗਏ ਹਨ। ਸ਼ੁਕਰਾਨੇ ਵਜੋਂ ਹੋ ਰਹੇ ਸਮਾਗਮਾਂ ਵਿੱਚ ਸ਼ਮੂਲੀਅਤ ਕਰਨ ਲਈ ਸੰਗਤਾਂ ਨੂੰ ਅਪੀਲ ਕੀਤੀ ਗਈ ਹੈ।: [600, 114, 764, 206]
masthead: [0, 0, 945, 42]
photo-pensioners-meeting: [2, 62, 232, 150]
body-mela-maghi: ਸ੍ਰੀ ਮੁਕਤਸਰ ਸਾਹਿਬ/ਮੰਡੀ ਕਿਲਿਆਂਵਾਲੀ, 10 ਜਨਵਰੀ (ਗੁਰਿੰਦਰ ਸਿੰਘ ਢੱਲਾ) - ਮੇਲਾ ਮਾਘੀ ਤੇ ਸ਼੍ਰੋਮਣੀ ਅਕਾਲੀ ਦਲ ਵੱਲੋਂ ਕੀਤੀ ਜਾ ਰਹੀ ਕਾਨਫਰੰਸ ਨੂੰ ਅਕਾਲੀ ਆਗੂ, ਵਰਕਰਾਂ ਤੇ ਲੋਕਾਂ ਵਿੱਚ ਭਾਰੀ ਉਤਸ਼ਾਹ ਪਾਇਆ ਜਾ ਰਿਹਾ ਹੈ ਅਤੇ ਅਕਾਲੀ ਆਗੂ ਇਸ ਕਾਨਫਰੰਸ ਨੂੰ ਲੈ ਕੇ ਵਰਕਰਾਂ ਨਾਲ ਰਾਬਤਾ ਕਾਇਮ ਕਰ ਰਹੇ ਹਨ। ਫੱਤਣਵਾਲਾ ਵੱਲੋਂ 14 ਜਨਵਰੀ ਨੂੰ ਕਾਨਫਰੰਸ ਵਾਲੇ ਦਿਨ ਆਪਣੇ ਵਰਕਰਾਂ ਨੂੰ ਸਵੇਰੇ 10 ਵਜੇ ਆਪਣੇ ਆਪਣੇ ਵਾਹਨਾਂ ਤੇ ਪਹੁੰਚਣ ਦੀ ਅਪੀਲ ਕੀਤੀ ਗਈ। ਇਸ ਮੌਕੇ ਮੁਕੇਸ਼ ਕੁਮਾਰ, ਜੈਰਾਮ ਸਿੰਘ ਬਰਾੜ, ਇਕਬਾਲ ਸਿੰਘ, ਟਿੰਕੂ ਬਰਾੜ, ਜਸਵਿੰਦਰ ਸਿੰਘ, ਉਪਿੰਦਰ ਸਿੰਘ ਗਿੱਲ, ਦਲਜੀਤ ਸਿੰਘ ਸੰਧੂ, ਕੁਲਦੀਪ ਸਿੰਘ, ਜਗਸੀਰ ਸਿੰਘ ਨੰਬਰਦਾਰ, ਗੁਰਮੀਤ ਸਿੰਘ, ਜਗਜੀਤ ਸਿੰਘ ਆਦਿ ਹਾਜ਼ਰ ਸਨ।: [2, 468, 232, 534]
photo-sarpanch-karamjit-kaur: [600, 548, 656, 608]
color-registration-marks: [0, 1498, 945, 1507]
headline-sugar-mill: ਸ਼ੂਗਰ ਮਿੱਲ ਬਟਾਲਾ ਵਿਖੇ ਗੰਨਾ ਪੀੜਨ ਦੀ ਸਮਰੱਥਾ ਵਧਣ ਨਾਲ ਕਿਸਾਨ ਬਾਗੋਬਾਗ: [258, 1178, 683, 1220]
photo-numberdars-meeting: [600, 932, 943, 1028]
body-chandigarh: ਫਤਿਹਗੜ੍ਹ ਸਾਹਿਬ 10 ਜਨਵਰੀ (ਰਾਜਿੰਦਰ ਸਿੰਘ ਭੱਟ) - ਪੰਜਾਬ ਦੀ ਰਾਜਧਾਨੀ ਚੰਡੀਗੜ੍ਹ ਤੇ ਪੰਜਾਬ ਦੇ ਹੱਕ ਖੋਹ ਕੇ ਕੇਂਦਰ ਵੱਲੋਂ ਪੰਜਾਬ ਨਾਲ ਫੇਰ ਧੋਖਾ ਕੀਤਾ ਗਿਆ ਹੈ ਅਤੇ ਪੰਜਾਬ ਦੇ ਹੱਕਾਂ ਉੱਤੇ ਡਾਕਾ ਮਾਰਿਆ ਗਿਆ ਹੈ। ਇਹ ਵਿਚਾਰ ਪ੍ਰਧਾਨ ਮਨਦੀਪ ਸਿੰਘ ਪੌਲਾ ਨੇ ਪ੍ਰਗਟ ਕੀਤੇ। ਉਨ੍ਹਾਂ ਕਿਹਾ ਕਿ ਕੇਂਦਰ ਸਰਕਾਰ ਵੱਲੋਂ ਚੰਡੀਗੜ੍ਹ ਦੇ ਪ੍ਰਸ਼ਾਸਨ ਵਿੱਚ ਪੰਜਾਬ ਦੀ ਹਿੱਸੇਦਾਰੀ ਘਟਾਈ ਜਾ ਰਹੀ ਹੈ ਜਿਸ ਨੂੰ ਪੰਜਾਬੀ ਬਰਦਾਸ਼ਤ ਨਹੀਂ ਕਰਨਗੇ।: [2, 1212, 232, 1253]
logo-text-mid: ਦਾ: [830, 14, 844, 30]
headline-hazur-sahib: ਤਖ਼ਤ ਸ੍ਰੀ ਹਜ਼ੂਰ ਸਾਹਿਬ ਦੇ ਜਥੇਦਾਰ ਦੀ ਸੇਵਾ ਦੇ 25 ਸਾਲ ਪੂਰੇ ਹੋਣ ਤੇ ਧਾਰਮਿਕ ਤੇ ਸ਼ੁਕਰਾਨਾ ਸਮਾਗਮ 25 ਨੂੰ: [601, 50, 940, 92]
divider: [0, 898, 945, 899]
body-sugar-mill-right: ਬਟਾਲਾ/ਗੁਰਦਾਸਪੁਰ ਸ਼ੀਂਹ ਸਿੰਘ, 10 ਜਨਵਰੀ (ਜਸਵੀਰ) - ਪੰਜਾਬ ਸਰਕਾਰ ਵੱਲੋਂ ਸਹਿਕਾਰੀ ਖੰਡ ਮਿੱਲ ਬਟਾਲਾ ਨੂੰ 296 ਕਰੋੜ ਰੁਪਏ ਦੀ ਲਾਗਤ ਨਾਲ ਅੱਪਗ੍ਰੇਡ ਕੀਤਾ ਗਿਆ ਸੀ ਜਿਸ ਨਾਲ ਮਿੱਲ ਦੀ ਗੰਨਾ ਪੀੜਨ ਦੀ ਸਮਰੱਥਾ 1500 ਟੀ.ਸੀ.ਡੀ. ਤੋਂ ਵਧ ਕੇ 3500 ਟੀ.ਸੀ.ਡੀ. ਹੋ ਗਈ ਹੈ। ਇਸ ਵਾਰ ਮਿੱਲ ਵੱਲੋਂ ਗੰਨੇ ਦੀ ਪਿੜਾਈ ਦੇ ਨਾਲ 14 ਮੈਗਾਵਾਟ ਦਾ ਕੋ-ਜਨਰੇਸ਼ਨ ਪਲਾਂਟ ਵੀ ਚਲਾਇਆ ਜਾ ਰਿਹਾ ਹੈ। ਕਿਸਾਨਾਂ ਨੇ ਕਿਹਾ ਕਿ ਹੁਣ ਉਨ੍ਹਾਂ ਨੂੰ ਆਪਣਾ ਗੰਨਾ ਵੇਚਣ ਲਈ ਲੰਮਾ ਇੰਤਜ਼ਾਰ ਨਹੀਂ ਕਰਨਾ ਪੈਂਦਾ ਅਤੇ ਅਦਾਇਗੀ ਵੀ ਸਮੇਂ ਸਿਰ ਹੋ ਰਹੀ ਹੈ। ਮਿੱਲ ਦੇ ਜਨਰਲ ਮੈਨੇਜਰ ਨੇ ਦੱਸਿਆ ਕਿ ਇਸ ਸੀਜ਼ਨ ਦੌਰਾਨ 35 ਲੱਖ ਕੁਇੰਟਲ ਗੰਨਾ ਪੀੜਨ ਦਾ ਟੀਚਾ ਰੱਖਿਆ ਗਿਆ ਹੈ। ਬਾਇਓ ਸੀ.ਐਨ.ਜੀ. ਪਲਾਂਟ ਵੀ ਲਗਾਇਆ ਜਾ ਰਿਹਾ ਹੈ।: [594, 1250, 702, 1384]
headline-dharkot: ਪਿੰਡ ਧਰਕੋਟ ਦੀ ਪੰਚਾਇਤ ਦਾ ਨਸ਼ਿਆਂ ਖਿਲਾਫ ਵੱਡਾ ਸੰਘਰਸ਼, ਚਿੱਟੇ, ਗੋਲੀਆਂ ਅਤੇ ਹੋਰ ਕੈਮੀਕਲ ਨਸ਼ੇ ਵੇਚਣ ਵਾਲਿਆਂ ਨੂੰ ਕਿਸੇ ਕੀਮਤ ਤੇ ਬਖ਼ਸ਼ਿਆ ਨਹੀਂ ਜਾਵੇਗਾ : ਸਰਪੰਚ ਕਰਮਜੀਤ ਕੌਰ: [475, 502, 707, 537]
header-rule: [0, 40, 945, 43]
divider: [0, 1154, 945, 1155]
body-kisan-union-cont: ਖਰੜ 10 ਜਨਵਰੀ (ਜਤਿੰਦਰ ਸਿੰਘ) ਭਾਰਤੀ ਕਿਸਾਨ ਯੂਨੀਅਨ ਸਿੱਧੂਪੁਰ ਵੱਲੋਂ ਸੰਯੁਕਤ ਕਿਸਾਨ ਮੋਰਚਾ (ਗੈਰ ਰਾਜਨੀਤਿਕ) ਦੇ ਸੱਦੇ ਤੇ ਕਿਸਾਨੀ ਮੰਗਾਂ ਨੂੰ ਲੈ ਕੇ ਕੇਂਦਰ ਸਰਕਾਰ ਵੱਲੋਂ ਐਮਐਸਪੀ ਗਰੰਟੀ ਕਾਨੂੰਨ ਸਮੇਤ ਲਟਕਦੀਆਂ ਮੰਗਾਂ ਨੂੰ ਲੈ ਕੇ ਪ੍ਰਧਾਨ ਮੰਤਰੀ ਦਾ ਪੁਤਲਾ ਫੂਕਿਆ ਗਿਆ। ਬੁਲਾਰਿਆਂ ਨੇ ਕਿਹਾ ਕਿ ਜੇਕਰ ਸੰਘਰਸ਼ ਦੌਰਾਨ ਕਿਸਾਨ ਆਗੂ ਜਗਜੀਤ ਸਿੰਘ ਡੱਲੇਵਾਲ ਦਾ ਕੋਈ ਨੁਕਸਾਨ ਹੁੰਦਾ ਹੈ ਤਾਂ ਇਸਦੀ ਜਿੰਮੇਵਾਰੀ ਕੇਂਦਰ ਅਤੇ ਪੰਜਾਬ ਸਰਕਾਰ ਦੀ ਹੋਵੇਗੀ। ਇਸ ਮੌਕੇ ਜਸਪਾਲ ਸਿੰਘ ਨਿਆਮੀਆਂ, ਹਰਕੀਰਤ ਸਿੰਘ ਘੜੂੰਆਂ, ਗੁਰਜੰਟ ਸਿੰਘ ਪੰਧੇਤਾ, ਸੁੱਖਦੇਵ ਸਿੰਘ, ਸੁਖਮੁੱਖ ਸਿੰਘ ਬੱਲੂ ਮਾਜਰਾ, ਬਹਾਦਰ ਸਿੰਘ ਨਿਆਮੀਆਂ, ਬਲਜੀਤ ਸਿੰਘ, ਰਾਜਵੀਰ ਸੰਗਲ, ਦੀਦਾਰ ਸਿੰਘ, ਅਵਤਾਰ ਸਿੰਘ ਸਰਪੰਚ, ਹਰਵਿੰਦਰ ਸਿੰਘ, ਗੁਰਾ ਸਿੰਘ ਕਲੌੜ, ਮਾਸਟਰ ਕਰਨੈਲ ਸਿੰਘ ਬੈਂਸ, ਅਜੈਬ ਸਿੰਘ, ਸੁਰਿੰਦਰਪਾਲ ਸਿੰਘ ਬੱਡੀ ਤੇ ਬਹਾਦਰ ਸਿੰਘ ਨਿਆਮੀਆਂ ਅਹੁਦੇਦਾਰ ਵੀ ਹਾਜ਼ਰ ਸਨ।: [356, 203, 598, 278]
body-malerkotla: ਮਲੇਰਕੋਟਲਾ, 10 ਜਨਵਰੀ (ਦਲਜਿੰਦਰ ਸਿੰਘ ਕਲਸੀ) - ਬੀਤੇ ਦਿਨੀ ਮਲੇਸ਼ੀਆ ਵਿਚ ਕਰਵਾਈ ਗਈ ਬਾਡੀ ਬਿਲਡਿੰਗ ਚੈਂਪੀਅਨਸ਼ਿਪ ਵਿਚ ਜ਼ਿਲ੍ਹਾ ਮਲੇਰਕੋਟਲਾ ਦੇ ਪਿੰਡ ਚੁਹਾਣੇ ਦੇ ਰਹਿਣ ਵਾਲੇ ਤਜਿੰਦਰ ਸਿੰਘ ਰਾਏ ਨੇ ਏਸ਼ੀਆ ਚੈਂਪੀਅਨਸ਼ਿਪ 'ਚ ਗੋਲਡ ਮੈਡਲ ਜਿੱਤ ਕੇ ਆਪਣੇ ਪਿੰਡ, ਜ਼ਿਲ੍ਹੇ, ਪੰਜਾਬ ਅਤੇ ਦੇਸ਼ ਦਾ ਨਾਮ ਰੌਸ਼ਨ ਕੀਤਾ ਹੈ। ਪਿੰਡ ਪਹੁੰਚਣ ਤੇ ਪਿੰਡ ਵਾਸੀਆਂ ਵੱਲੋਂ ਉਨ੍ਹਾਂ ਦਾ ਨਿੱਘਾ ਸਵਾਗਤ ਕੀਤਾ ਗਿਆ।: [2, 692, 232, 733]
body-dharkot-cont: ਫਰੀਦਕੋਟ 10 ਜਨਵਰੀ (ਗੁਰਸੇਵਕ ਧਾਲੀਵਾਲ) ਪਿੰਡ ਧਰਕੋਟ ਰਣਸੀਂਹ ਦੀ ਪੰਚਾਇਤ ਨੇ ਨਸ਼ਿਆਂ ਖਿਲਾਫ ਵਿੱਢੀ ਮੁਹਿੰਮ ਤਹਿਤ ਕਿਹਾ ਕਿ ਜੇਕਰ ਪਿੰਡ ਵਿੱਚ ਕੋਈ ਨਸ਼ਾ ਵੇਚਦਾ ਹੈ ਤਾਂ ਉਸ ਖ਼ਿਲਾਫ਼ ਸਖ਼ਤ ਕਾਰਵਾਈ ਕੀਤੀ ਜਾਵੇਗੀ। ਸਰਪੰਚ ਕਰਮਜੀਤ ਕੌਰ ਨੇ ਕਿਹਾ ਕਿ ਪਿੰਡ ਦੇ ਨੌਜਵਾਨਾਂ ਨੂੰ ਖੇਡਾਂ ਵੱਲ ਪ੍ਰੇਰਿਤ ਕੀਤਾ ਜਾਵੇਗਾ ਅਤੇ ਨਸ਼ਾ ਛੁਡਾਉਣ ਵਾਲਿਆਂ ਦੀ ਮਦਦ ਕੀਤੀ ਜਾਵੇਗੀ। ਇਸ ਮੌਕੇ ਪੰਚ ਮੈਂਬਰ, ਕਲੱਬ ਮੈਂਬਰ ਅਤੇ ਪਿੰਡ ਵਾਸੀ ਹਾਜ਼ਰ ਸਨ। ਇਸ ਮੌਕੇ ਜਗਮੋਹਨ ਸਿੰਘ, ਗੁਰਜੰਟ ਸਿੰਘ, ਸੁਖਦੇਵ ਸਿੰਘ, ਹਰਜਿੰਦਰ ਸਿੰਘ ਅਤੇ ਬਲਜਿੰਦਰ ਸਿੰਘ ਆਦਿ ਹਾਜ਼ਰ ਸਨ।: [475, 652, 716, 702]
body-gagandeep: ਰੋਪੜ,10 ਜਨਵਰੀ (ਮਨਜੀਤ ਚੌਧਰੀ) - ਐਨ ਸੀ ਡਿਪਾਰਟਮੈਂਟ ਲੁਧਿਆਣਾ ਦਿਹਾਤੀ ਜ਼ਿਲ੍ਹਾ ਕਾਂਗਰਸ ਪਾਰਟੀ ਦੀ ਕਮੇਟੀ ਵੱਲੋਂ ਪੰਜਾਬ ਦੇ ਚੇਅਰਮੈਨ ਕੁਲਦੀਪ ਸਿੰਘ ਵੈਦ ਤੇ ਲੁਧਿਆਣਾ ਜਿਲ੍ਹੇ ਦੇ ਚੇਅਰਮੈਨ ਲਖਵਿੰਦਰ ਸਿੰਘ ਘਮਨੇਵਾਲ ਵੱਲੋਂ ਕਾਂਗਰਸ ਪਾਰਟੀ ਪ੍ਰਧਾਨ ਅਮਰਿੰਦਰ ਸਿੰਘ ਰਾਜਾ ਵੜਿੰਗ ਦੀ ਪ੍ਰਵਾਨਗੀ ਨਾਲ ਗਗਨਦੀਪ ਘਮਨੇਵਾਲ ਨੂੰ ਜ਼ਿਲ੍ਹਾ ਜਨਰਲ ਸੈਕਟਰੀ ਨਿਯੁਕਤ ਕੀਤਾ ਗਿਆ। ਇਸ ਮੌਕੇ ਉਨ੍ਹਾਂ ਕਿਹਾ ਕਿ ਉਹ ਪਾਰਟੀ ਦੀ ਮਜ਼ਬੂਤੀ ਲਈ ਦਿਨ ਰਾਤ ਕੰਮ ਕਰਨਗੇ।: [708, 1196, 943, 1237]
headline-haryana-board: ਹਰਿਆਣਾ ਸਕੂਲ ਸਿੱਖਿਆ ਬੋਰਡ ਦੀਆਂ ਸਾਲਾਨਾ ਪ੍ਰੀਖਿਆਵਾਂ ਦੀ ਮਿਤੀ ਦਾ ਹੋਇਆ ਐਲਾਨ: [242, 775, 466, 807]
headline-dan-singh-wala: ਪਿੰਡ ਦਾਨ ਸਿੰਘ ਵਾਲਾ ਵਿਖੇ ਦੋ ਧਿਰਾਂ ਦੌਰਾਨ ਲੜਾਈ,ਕਈ ਘਰਾਂ ਨੂੰ ਪੈਟਰੋਲ ਪਾ ਕੇ ਲਾਈ ਅੱਗ: [360, 903, 596, 932]
